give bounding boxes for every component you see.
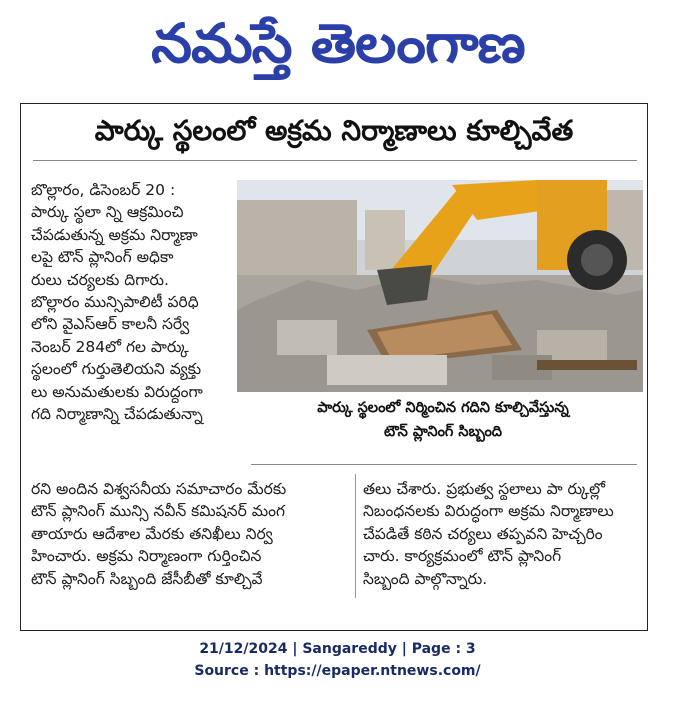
caption-rule	[251, 464, 637, 465]
date-edition-page: 21/12/2024 | Sangareddy | Page : 3	[199, 641, 476, 657]
column-1-line: స్థలంలో గుర్తుతెలియని వ్యక్తు	[31, 360, 202, 379]
column-1-line: పార్కు స్థలా న్ని ఆక్రమించి	[31, 203, 184, 222]
caption-line-2: టౌన్ ప్లానింగ్ సిబ్బంది	[383, 424, 503, 440]
column-1-line: గది నిర్మాణాన్ని చేపడుతున్నా	[31, 405, 203, 424]
masthead	[0, 2, 675, 90]
article-column-1	[31, 179, 245, 425]
column-3-line: చారు. కార్యక్రమంలో టౌన్ ప్లానింగ్	[363, 547, 562, 566]
column-1-line: చేపడుతున్న అక్రమ నిర్మాణా	[31, 225, 198, 244]
column-1-line: రులు చర్యలకు దిగారు.	[31, 270, 169, 289]
photo-caption	[253, 396, 633, 444]
column-1-line: లోని వైఎస్ఆర్ కాలనీ సర్వే	[31, 315, 190, 334]
column-divider	[355, 474, 356, 598]
column-3-line: చేపడితే కఠిన చర్యలు తప్పవని హెచ్చరిం	[363, 524, 603, 543]
column-2-line: తాయారు ఆదేశాల మేరకు తనిఖీలు నిర్వ	[31, 524, 273, 543]
source-url: Source : https://epaper.ntnews.com/	[194, 663, 481, 679]
column-2-line: హించారు. అక్రమ నిర్మాణంగా గుర్తించిన	[31, 547, 262, 566]
article-column-3	[363, 478, 641, 590]
column-1-line: బొల్లారం, డిసెంబర్ 20 :	[31, 181, 176, 199]
column-2-line: టౌన్ ప్లానింగ్ సిబ్బంది జేసీబీతో కూల్చివే	[31, 569, 263, 588]
clipping-footer	[0, 638, 675, 682]
column-1-line: బొల్లారం మున్సిపాలిటీ పరిధి	[31, 293, 199, 312]
newspaper-title: నమస్తే తెలంగాణ	[150, 12, 525, 75]
news-clipping	[20, 103, 648, 631]
column-2-line: రని అందిన విశ్వసనీయ సమాచారం మేరకు	[31, 480, 287, 498]
column-3-line: సిబ్బంది పాల్గొన్నారు.	[363, 569, 488, 588]
column-3-line: నిబంధనలకు విరుద్ధంగా అక్రమ నిర్మాణాలు	[363, 502, 614, 521]
column-1-line: లపై టౌన్ ప్లానింగ్ అధికా	[31, 248, 174, 267]
column-3-line: తలు చేశారు. ప్రభుత్వ స్థలాలు పా ర్కుల్లో	[363, 480, 606, 498]
article-photo	[237, 180, 643, 392]
headline-rule	[33, 160, 637, 161]
demolition-photo	[237, 180, 643, 392]
article-headline: పార్కు స్థలంలో అక్రమ నిర్మాణాలు కూల్చివేత	[94, 114, 574, 147]
article-column-2	[31, 478, 351, 590]
column-1-line: నెంబర్ 284లో గల పార్కు	[31, 337, 189, 356]
column-2-line: టౌన్ ప్లానింగ్ మున్సి నవీన్ కమిషనర్ మంగ	[31, 502, 285, 521]
caption-line-1: పార్కు స్థలంలో నిర్మించిన గదిని కూల్చివేస్తున్న	[317, 400, 569, 416]
column-1-line: లు అనుమతులకు విరుద్ధంగా	[31, 382, 203, 401]
